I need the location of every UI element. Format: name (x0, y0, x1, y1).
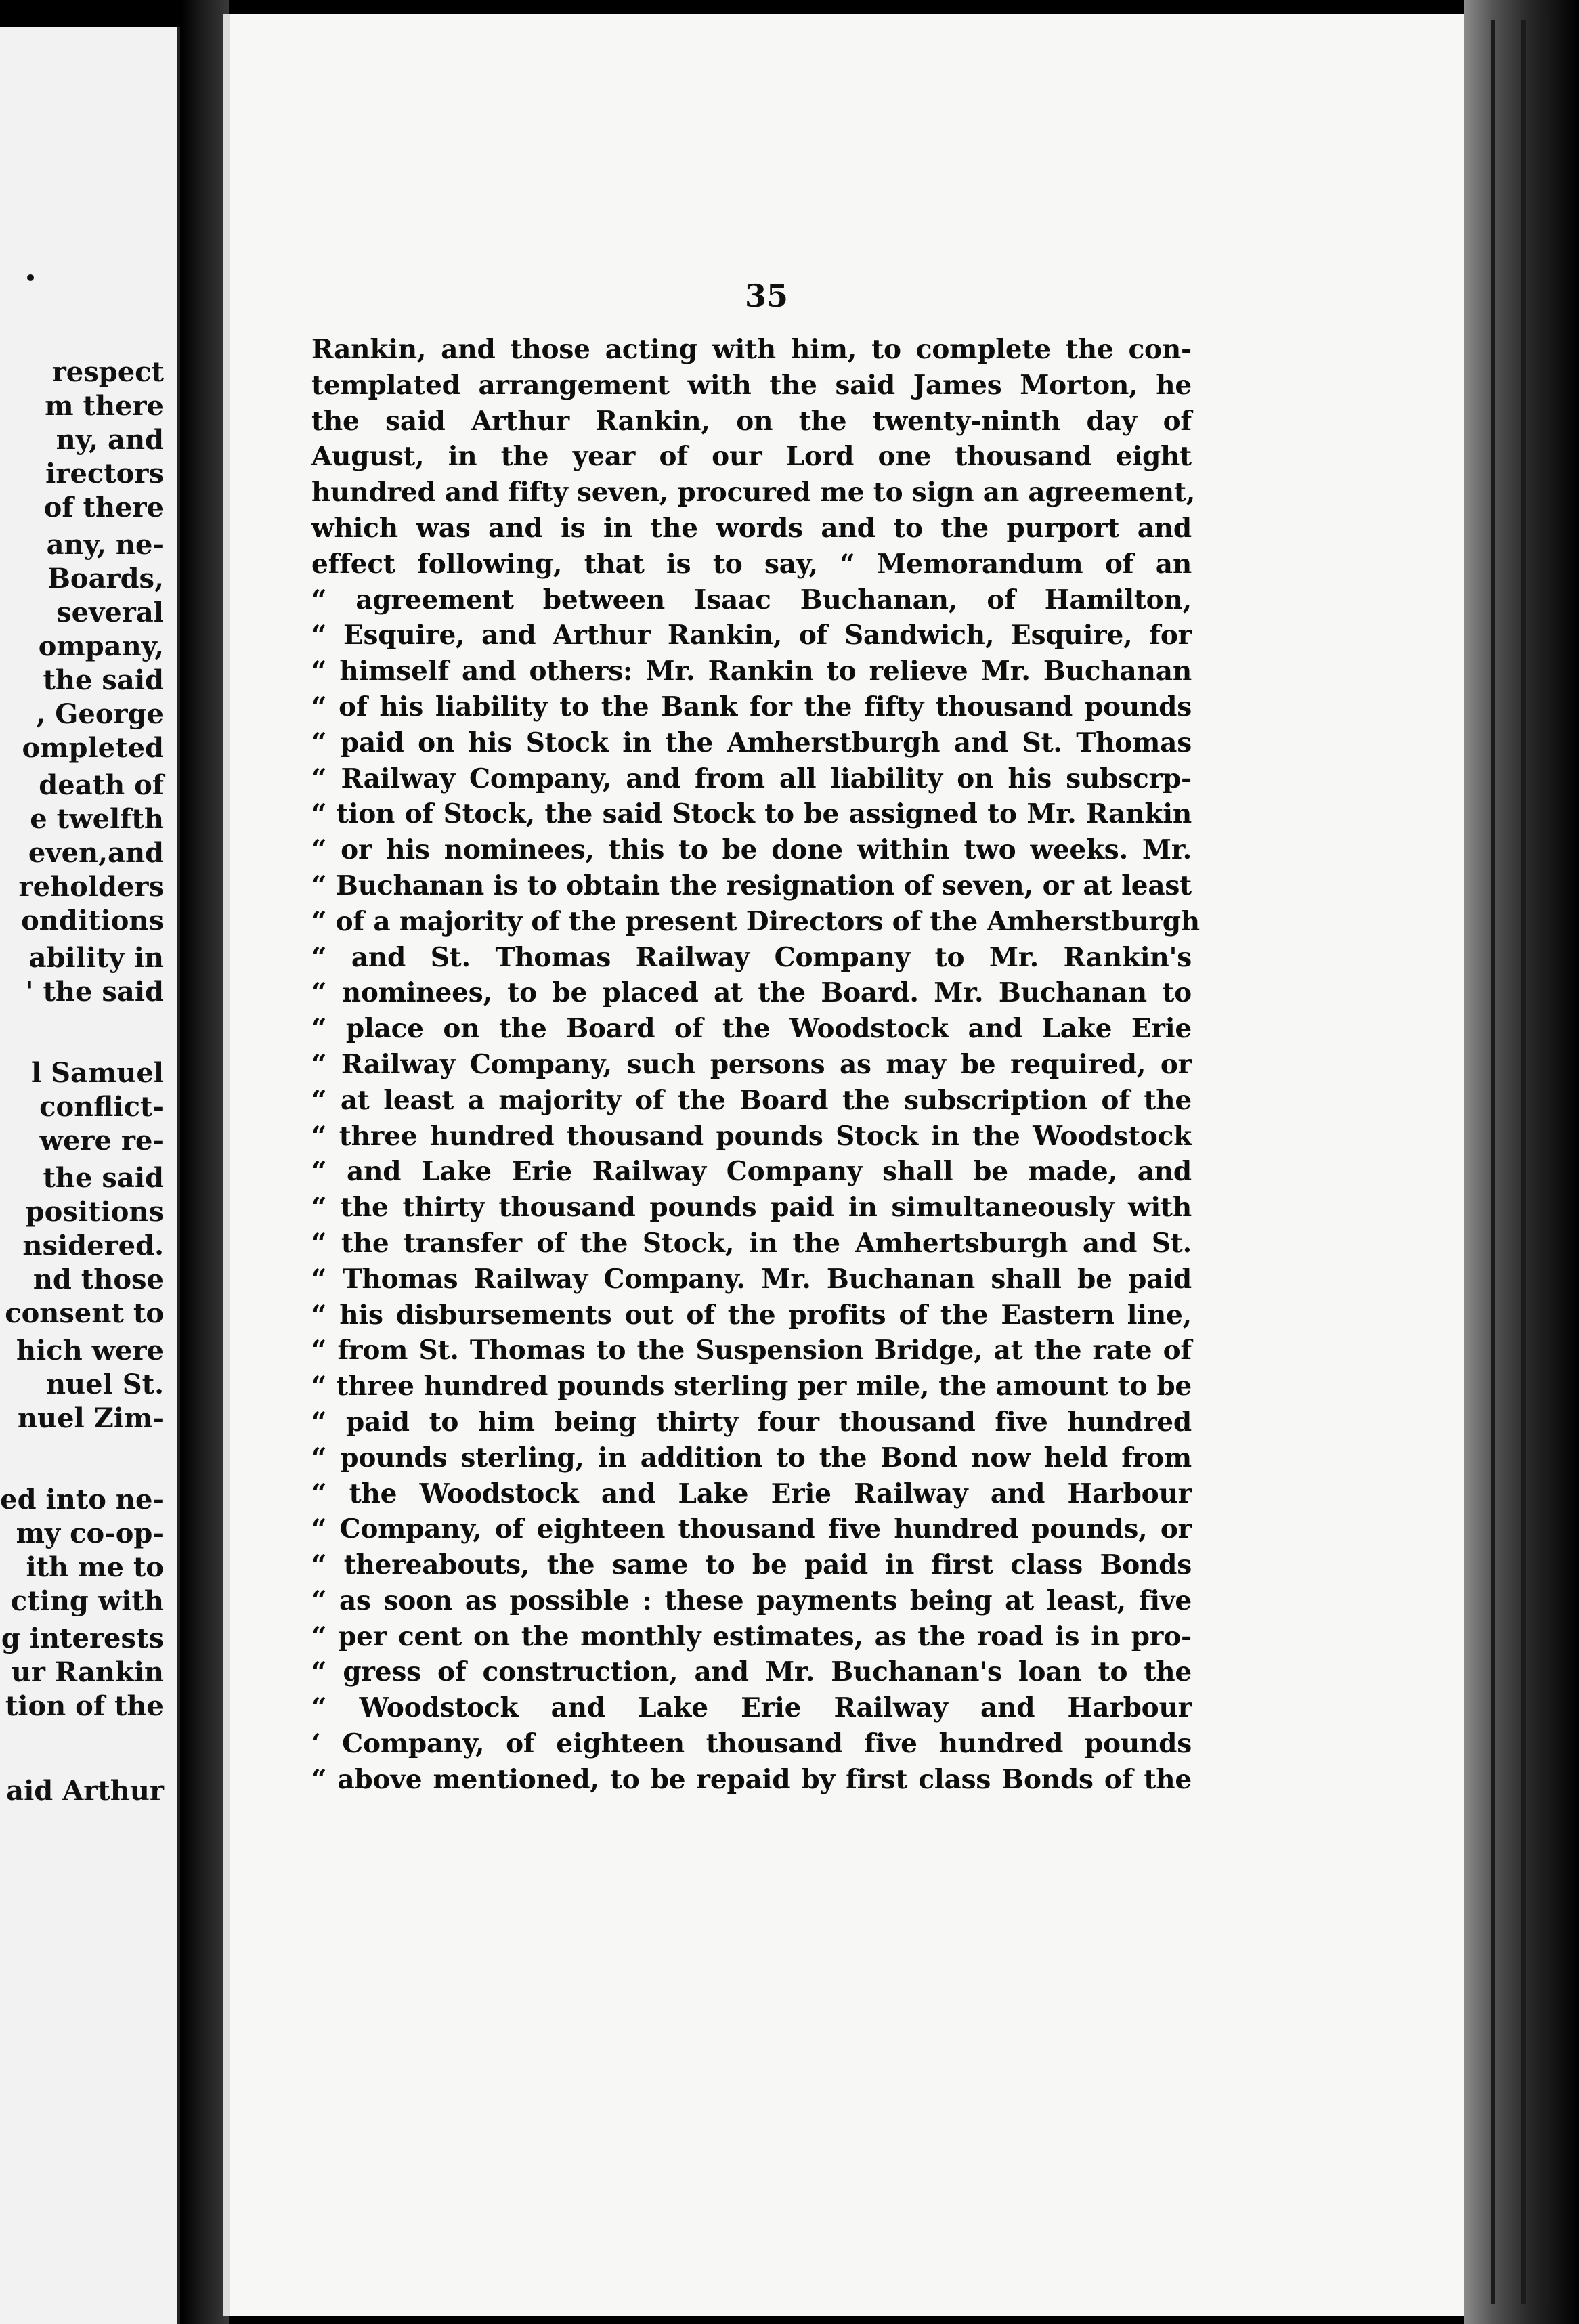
text-line: “ per cent on the monthly estimates, as the road is in pro- (311, 1620, 1192, 1652)
page-body-text (311, 332, 1200, 1798)
book-fore-edge (1464, 0, 1579, 2324)
facing-page-fragment: ' the said (25, 976, 164, 1008)
text-line: “ from St. Thomas to the Suspension Bridge, at the rate of (311, 1335, 1192, 1367)
page-number: 35 (745, 278, 789, 314)
facing-page-fragment: of there (43, 492, 164, 523)
facing-page-fragment: consent to (5, 1297, 164, 1329)
facing-page-fragment: any, ne- (46, 529, 164, 561)
text-line: “ or his nominees, this to be done within two weeks. Mr. (311, 834, 1192, 866)
text-line: “ the transfer of the Stock, in the Amhertsburgh and St. (311, 1227, 1192, 1259)
text-line: “ of his liability to the Bank for the fifty thousand pounds (311, 691, 1192, 723)
facing-page-fragment: ur Rankin (11, 1656, 164, 1688)
text-line: “ and Lake Erie Railway Company shall be made, and (311, 1156, 1192, 1188)
book-gutter (181, 0, 229, 2324)
text-line: “ agreement between Isaac Buchanan, of Hamilton, (311, 584, 1192, 616)
facing-page-fragment: nsidered. (22, 1230, 164, 1262)
facing-page-fragment: reholders (18, 871, 164, 903)
facing-page-fragment: irectors (45, 458, 164, 490)
text-line: “ of a majority of the present Directors of the Amherstburgh (311, 905, 1200, 937)
facing-page-fragment: several (56, 597, 164, 628)
facing-page-fragment: hich were (16, 1335, 164, 1367)
text-line: “ three hundred thousand pounds Stock in the Woodstock (311, 1120, 1192, 1152)
text-line: “ Railway Company, and from all liability on his subscrp- (311, 762, 1192, 794)
facing-page-fragment: even,and (28, 837, 164, 869)
text-line: “ Company, of eighteen thousand five hundred pounds, or (311, 1513, 1192, 1545)
facing-page-fragment: ny, and (56, 424, 164, 456)
text-line: “ his disbursements out of the profits of the Eastern line, (311, 1299, 1192, 1331)
text-line: “ thereabouts, the same to be paid in first class Bonds (311, 1549, 1192, 1581)
facing-page-fragment: l Samuel (31, 1057, 164, 1089)
facing-page (0, 27, 180, 2324)
facing-page-fragment: nuel St. (45, 1369, 164, 1400)
facing-page-fragment: , George (36, 698, 164, 730)
text-line: which was and is in the words and to the purport and (311, 512, 1192, 544)
ink-mark (27, 274, 34, 281)
text-line: “ Buchanan is to obtain the resignation of seven, or at least (311, 869, 1192, 901)
facing-page-fragment: ompleted (22, 732, 164, 764)
text-line: “ Railway Company, such persons as may be required, or (311, 1048, 1192, 1080)
facing-page-fragment: the said (43, 664, 164, 696)
facing-page-fragment: ed into ne- (0, 1484, 164, 1515)
text-line: “ at least a majority of the Board the subscription of the (311, 1084, 1192, 1116)
text-line: August, in the year of our Lord one thousand eight (311, 441, 1192, 473)
facing-page-fragment: were re- (39, 1125, 164, 1157)
text-line: “ above mentioned, to be repaid by first class Bonds of the (311, 1763, 1192, 1795)
facing-page-fragment: ith me to (26, 1551, 164, 1583)
facing-page-fragment: ability in (28, 942, 164, 974)
text-line: “ three hundred pounds sterling per mile, the amount to be (311, 1371, 1192, 1402)
facing-page-fragment: Boards, (47, 563, 164, 595)
book-page (223, 14, 1496, 2316)
text-line: “ paid on his Stock in the Amherstburgh and St. Thomas (311, 727, 1192, 758)
text-line: “ Esquire, and Arthur Rankin, of Sandwich, Esquire, for (311, 620, 1192, 651)
facing-page-fragment: conflict- (39, 1091, 164, 1123)
facing-page-fragment: onditions (21, 905, 164, 937)
facing-page-fragment: aid Arthur (6, 1775, 164, 1807)
text-line: “ Woodstock and Lake Erie Railway and Harbour (311, 1692, 1192, 1724)
text-line: “ himself and others: Mr. Rankin to relieve Mr. Buchanan (311, 655, 1192, 687)
text-line: ‘ Company, of eighteen thousand five hundred pounds (311, 1728, 1192, 1760)
text-line: “ nominees, to be placed at the Board. Mr. Buchanan to (311, 977, 1192, 1009)
text-line: templated arrangement with the said James Morton, he (311, 369, 1192, 401)
facing-page-fragment: my co-op- (16, 1518, 164, 1549)
text-line: Rankin, and those acting with him, to complete the con- (311, 334, 1192, 365)
text-line: hundred and fifty seven, procured me to sign an agreement, (311, 477, 1196, 509)
facing-page-fragment: e twelfth (30, 803, 164, 835)
facing-page-fragment: nuel Zim- (17, 1402, 164, 1434)
facing-page-fragment: positions (25, 1196, 164, 1228)
text-line: “ place on the Board of the Woodstock and Lake Erie (311, 1013, 1192, 1045)
facing-page-fragment: respect (51, 356, 164, 388)
text-line: “ and St. Thomas Railway Company to Mr. Rankin's (311, 941, 1192, 973)
facing-page-fragment: the said (43, 1162, 164, 1194)
text-line: “ paid to him being thirty four thousand five hundred (311, 1406, 1192, 1438)
text-line: effect following, that is to say, “ Memorandum of an (311, 548, 1192, 580)
text-line: “ gress of construction, and Mr. Buchanan's loan to the (311, 1656, 1192, 1688)
facing-page-fragment: tion of the (5, 1690, 164, 1722)
text-line: “ as soon as possible : these payments being at least, five (311, 1585, 1192, 1616)
facing-page-fragment: cting with (10, 1585, 164, 1617)
text-line: the said Arthur Rankin, on the twenty-ninth day of (311, 405, 1192, 437)
facing-page-fragment: death of (39, 769, 164, 801)
facing-page-fragment: g interests (1, 1622, 164, 1654)
text-line: “ Thomas Railway Company. Mr. Buchanan shall be paid (311, 1263, 1192, 1295)
facing-page-fragment: nd those (33, 1264, 164, 1295)
text-line: “ the thirty thousand pounds paid in simultaneously with (311, 1192, 1192, 1224)
facing-page-fragment: m there (45, 390, 164, 422)
facing-page-fragment: ompany, (38, 630, 164, 662)
text-line: “ the Woodstock and Lake Erie Railway and Harbour (311, 1478, 1192, 1509)
text-line: “ tion of Stock, the said Stock to be assigned to Mr. Rankin (311, 798, 1192, 830)
text-line: “ pounds sterling, in addition to the Bond now held from (311, 1442, 1192, 1473)
